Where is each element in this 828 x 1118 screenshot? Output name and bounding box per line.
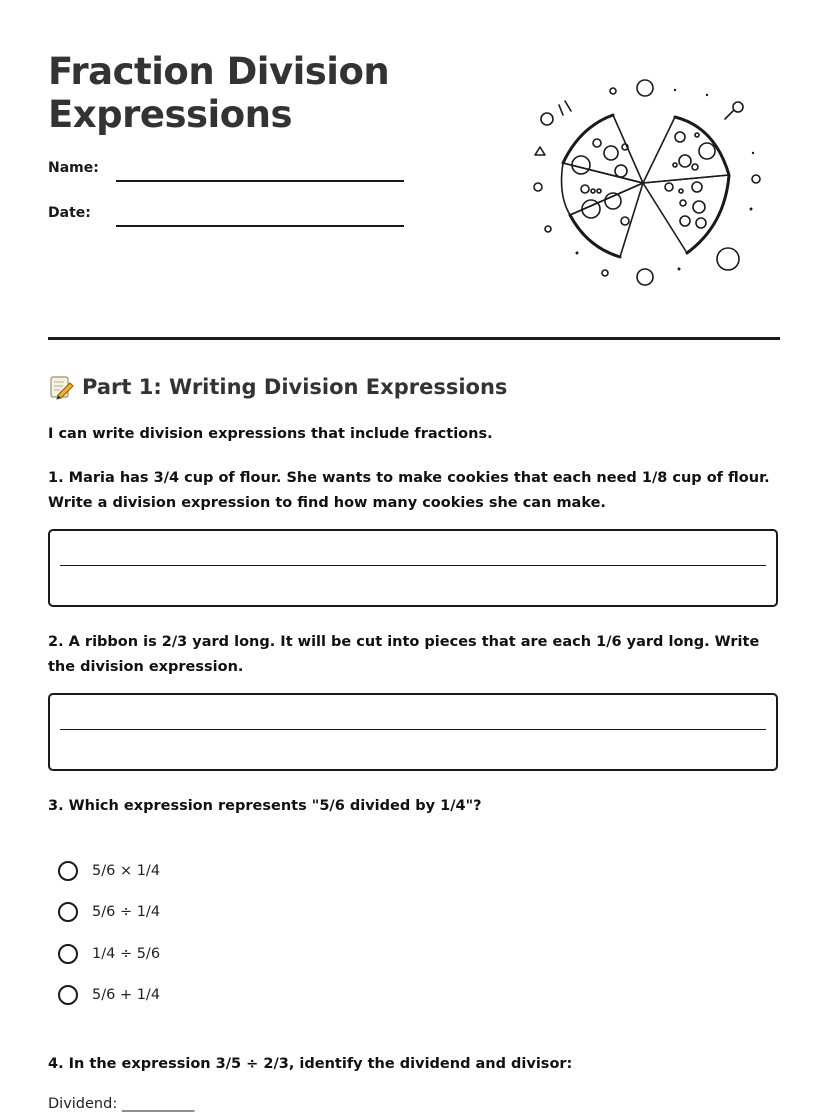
- worksheet-title: [48, 50, 389, 136]
- dividend-blank[interactable]: Dividend: __________: [48, 1096, 195, 1112]
- title-line-1: Fraction Division: [48, 50, 390, 93]
- question-3-option-d[interactable]: [58, 982, 160, 1008]
- part-1-heading: [48, 374, 507, 400]
- question-1-answer-box[interactable]: [48, 529, 778, 607]
- date-line[interactable]: [116, 225, 404, 227]
- learning-objective: I can write division expressions that include fractions.: [48, 426, 493, 442]
- answer-line: [60, 729, 766, 730]
- option-label: 5/6 ÷ 1/4: [92, 904, 161, 920]
- name-line[interactable]: [116, 180, 404, 182]
- name-label: Name:: [48, 160, 99, 176]
- pizza-illustration: [525, 75, 775, 290]
- date-label: Date:: [48, 205, 91, 221]
- radio-button[interactable]: [58, 902, 78, 922]
- question-3-option-a[interactable]: [58, 858, 160, 884]
- radio-button[interactable]: [58, 944, 78, 964]
- question-3-option-c[interactable]: [58, 941, 160, 967]
- title-line-2: Expressions: [48, 93, 292, 136]
- question-4-text: 4. In the expression 3/5 ÷ 2/3, identify the dividend and divisor:: [48, 1056, 573, 1072]
- option-label: 5/6 × 1/4: [92, 863, 161, 879]
- memo-pencil-icon: [48, 374, 74, 400]
- question-2-answer-box[interactable]: [48, 693, 778, 771]
- question-1-text: 1. Maria has 3/4 cup of flour. She wants to make cookies that each need 1/8 cup of flour. Write a division expression to find how many cookies she can make.: [48, 470, 770, 511]
- section-divider: [48, 337, 780, 340]
- answer-line: [60, 565, 766, 566]
- radio-button[interactable]: [58, 861, 78, 881]
- question-2-text: 2. A ribbon is 2/3 yard long. It will be cut into pieces that are each 1/6 yard long. Write the division expression.: [48, 634, 760, 675]
- option-label: 5/6 + 1/4: [92, 987, 161, 1003]
- radio-button[interactable]: [58, 985, 78, 1005]
- question-3-option-b[interactable]: [58, 899, 160, 925]
- question-3-text: 3. Which expression represents "5/6 divided by 1/4"?: [48, 798, 482, 814]
- part-1-title: Part 1: Writing Division Expressions: [82, 375, 508, 399]
- option-label: 1/4 ÷ 5/6: [92, 946, 161, 962]
